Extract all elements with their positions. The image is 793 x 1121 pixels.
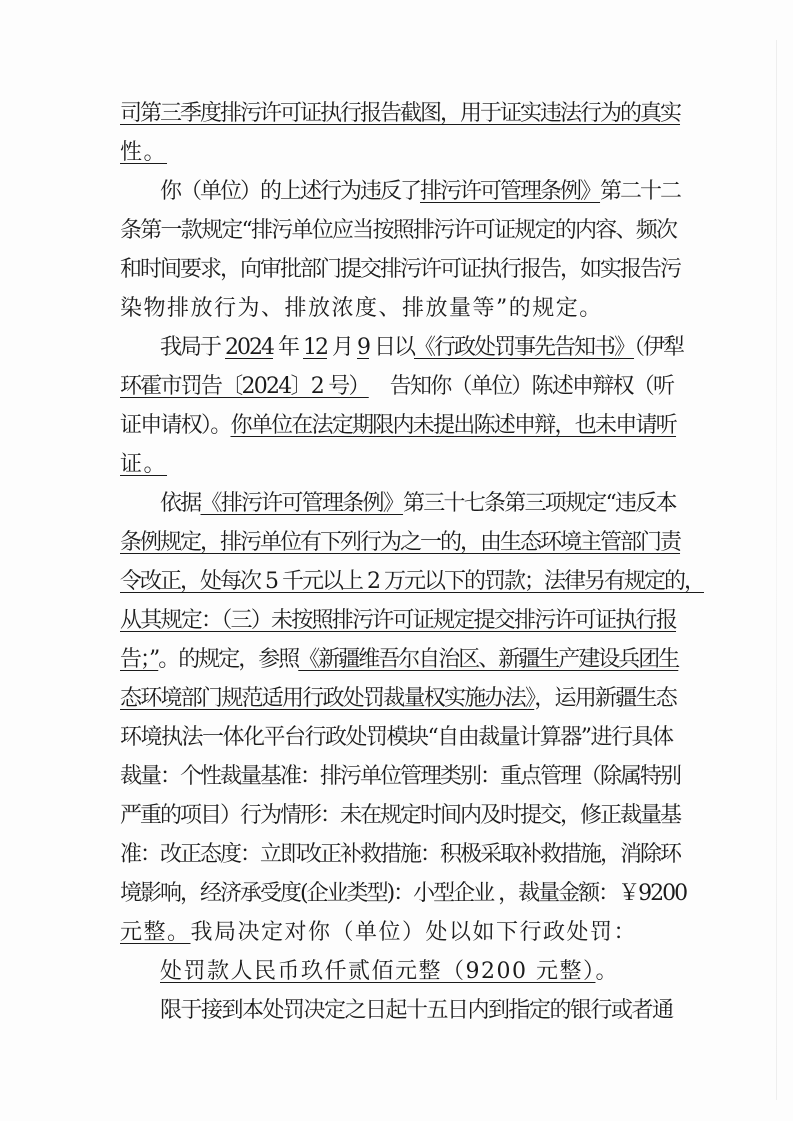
text-line — [120, 217, 676, 245]
text-run: 年 — [273, 335, 303, 360]
text-run: 12 — [303, 335, 327, 360]
text-line — [120, 568, 704, 596]
text-run: 处罚款人民币玖仟贰佰元整（9200 元整） — [160, 959, 596, 984]
text-line — [120, 685, 676, 713]
text-run: 《新疆维吾尔自治区、新疆生产建设兵团生 — [298, 647, 679, 672]
page-edge-shadow — [776, 40, 777, 1100]
text-run: 限于接到本处罚决定之日起十五日内到指定的银行或者通 — [160, 998, 673, 1023]
text-line — [120, 100, 680, 128]
text-run: 境影响，经济承受度(企业类型)：小型企业 ，裁量金额：￥9200 — [120, 881, 687, 906]
text-line — [120, 880, 686, 908]
text-line — [120, 373, 673, 401]
text-run: 告；” — [120, 647, 159, 672]
text-line — [120, 724, 673, 752]
text-run: 和时间要求，向审批部门提交排污许可证执行报告，如实报告污 — [120, 257, 681, 282]
text-run: 性。 — [120, 140, 168, 165]
text-line — [120, 607, 676, 635]
text-run: 。的规定，参照 — [158, 647, 299, 672]
text-line — [120, 841, 680, 869]
text-run: 我局于 — [160, 335, 225, 360]
text-run: 环境执法一体化平台行政处罚模块“自由裁量计算器”进行具体 — [120, 725, 673, 750]
text-run: 9 — [357, 335, 369, 360]
text-line — [160, 178, 680, 206]
text-run: 从其规定：（三）未按照排污许可证规定提交排污许可证执行报 — [120, 608, 677, 633]
text-run: 《排污许可管理条例》 — [200, 491, 404, 516]
text-run: 月 — [327, 335, 357, 360]
text-line — [120, 256, 680, 284]
text-run: 第二十二 — [600, 179, 681, 204]
text-line — [120, 646, 678, 674]
text-run: 我局决定对你（单位）处以如下行政处罚： — [190, 920, 638, 945]
text-run: 条例规定，排污单位有下列行为之一的，由生态环境主管部门责 — [120, 530, 681, 555]
text-run: 裁量：个性裁量基准：排污单位管理类别：重点管理（除属特别 — [120, 764, 681, 789]
text-run: 你（单位）的上述行为违反了 — [160, 179, 421, 204]
text-run: 证。 — [120, 452, 168, 477]
text-line — [160, 997, 673, 1025]
text-run: 排污许可管理条例》 — [420, 179, 601, 204]
text-run: 日以 — [369, 335, 414, 360]
text-line — [120, 763, 680, 791]
text-run: 司第三季度排污许可证执行报告截图，用于证实违法行为的真实 — [120, 101, 681, 126]
text-run: 严重的项目）行为情形：未在规定时间内及时提交，修正裁量基 — [120, 803, 681, 828]
text-line — [120, 529, 680, 557]
text-run: 告知你（单位）陈述申辩权（听 — [368, 374, 674, 399]
text-line — [120, 139, 167, 167]
text-line — [160, 490, 676, 518]
text-run: 染物排放行为、排放浓度、排放量等”的规定。 — [120, 296, 603, 321]
text-run: 第三十七条第三项规定“违反本 — [403, 491, 676, 516]
text-run: 你单位在法定期限内未提出陈述申辩，也未申请听 — [230, 413, 677, 438]
text-run: 元整。 — [120, 920, 191, 945]
text-line — [160, 334, 683, 362]
text-run: 《行政处罚事先告知书》 — [414, 335, 635, 360]
text-run: 2024 — [225, 335, 273, 360]
text-run: 依据 — [160, 491, 201, 516]
text-line — [160, 958, 619, 986]
text-run: 态环境部门规范适用行政处罚裁量权实施办法》 — [120, 686, 535, 711]
text-run: 令改正，处每次 5 千元以上 2 万元以下的罚款；法律另有规定的， — [120, 569, 704, 594]
text-line — [120, 919, 637, 947]
text-run: ，运用新疆生态 — [534, 686, 677, 711]
text-line — [120, 412, 676, 440]
text-run: （伊犁 — [634, 335, 684, 360]
text-line — [120, 802, 680, 830]
text-line — [120, 295, 603, 323]
text-run: 。 — [595, 959, 619, 984]
text-line — [120, 451, 167, 479]
text-run: 环霍市罚告〔2024〕2 号） — [120, 374, 369, 399]
text-run: 证申请权）。 — [120, 413, 231, 438]
text-run: 准：改正态度：立即改正补救措施：积极采取补救措施，消除环 — [120, 842, 681, 867]
text-run: 条第一款规定“排污单位应当按照排污许可证规定的内容、频次 — [120, 218, 677, 243]
